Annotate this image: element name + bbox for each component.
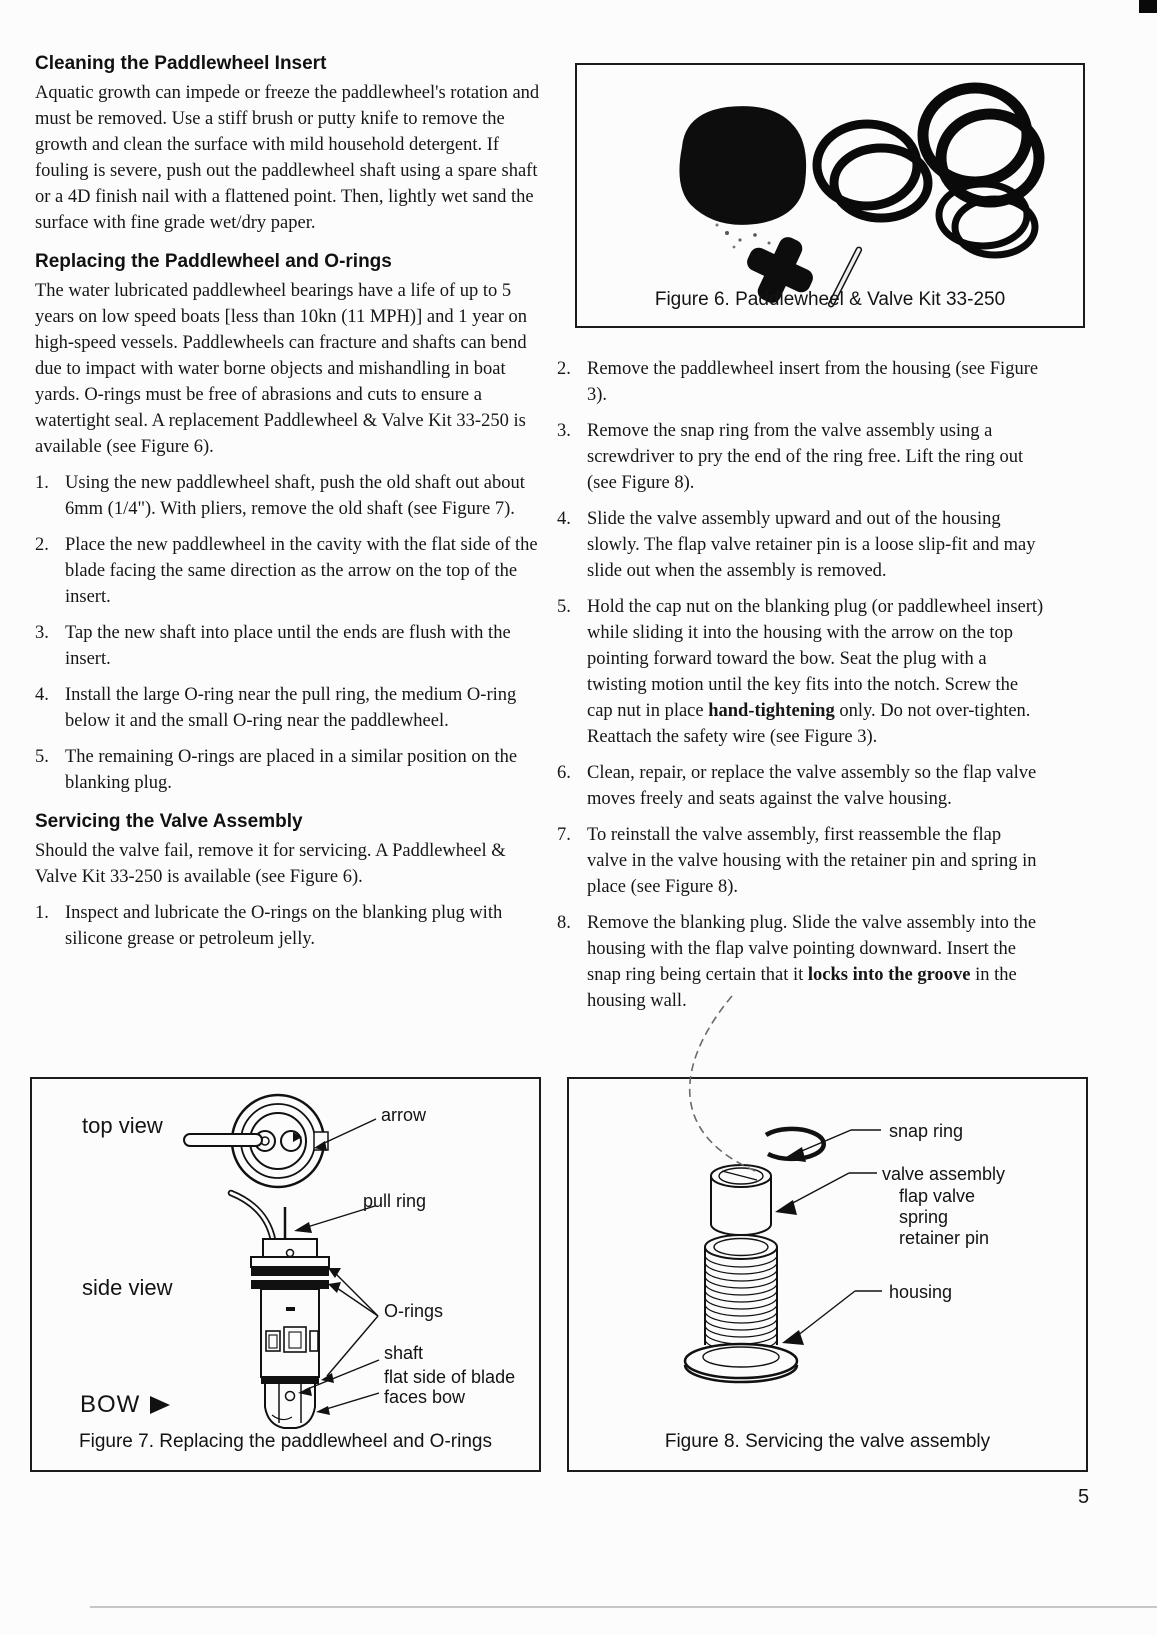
list-item-number: 6. [557, 763, 571, 783]
valve-steps-list [557, 356, 1045, 1014]
section-body-cleaning: Aquatic growth can impede or freeze the paddlewheel's rotation and must be removed. Use a stiff brush or putty knife to remove the growth and clean the surface with mild household detergent. If fouling is severe, push out the paddlewheel shaft using a spare shaft or a 4D finish nail with a flattened point. Then, lightly wet sand the surface with fine grade wet/dry paper. [35, 83, 540, 233]
figure7-label-arrow: arrow [381, 1105, 427, 1125]
list-item [557, 760, 1045, 812]
servicing-steps-list [35, 900, 541, 952]
list-item-text: Using the new paddlewheel shaft, push the old shaft out about 6mm (1/4"). With pliers, remove the old shaft (see Figure 7). [65, 473, 525, 519]
bow-arrow-icon [150, 1396, 170, 1414]
figure7-label-shaft: shaft [384, 1343, 424, 1363]
figure8-label-housing: housing [889, 1282, 953, 1302]
figure8-label-snap-ring: snap ring [889, 1121, 964, 1141]
list-item-number: 2. [557, 359, 571, 379]
figure7-label-o-rings: O-rings [384, 1301, 444, 1321]
list-item-text: Place the new paddlewheel in the cavity with the flat side of the blade facing the same direction as the arrow on the top of the insert. [65, 535, 538, 607]
figure6-caption: Figure 6. Paddlewheel & Valve Kit 33-250 [654, 289, 1006, 310]
figure8-label-spring: spring [899, 1207, 949, 1227]
figure7-caption: Figure 7. Replacing the paddlewheel and O-rings [79, 1431, 492, 1452]
section-heading-servicing: Servicing the Valve Assembly [35, 811, 303, 832]
scan-artifact [1139, 0, 1157, 13]
list-item [35, 900, 541, 952]
page-number: 5 [1078, 1486, 1090, 1508]
list-item [557, 506, 1045, 584]
figure7-label-side-view: side view [82, 1275, 173, 1300]
list-item-number: 5. [35, 747, 49, 767]
list-item [557, 594, 1045, 750]
list-item [557, 910, 1045, 1014]
list-item [35, 532, 541, 610]
list-item [557, 356, 1045, 408]
replacing-steps-list [35, 470, 541, 796]
figure7-label-bow: BOW [80, 1391, 141, 1418]
section-heading-cleaning: Cleaning the Paddlewheel Insert [35, 53, 327, 74]
list-item-text: The remaining O-rings are placed in a similar position on the blanking plug. [65, 747, 518, 793]
figure7-label-flat-side-line2: faces bow [384, 1387, 466, 1407]
list-item-number: 7. [557, 825, 571, 845]
list-item-text: Tap the new shaft into place until the ends are flush with the insert. [65, 623, 511, 669]
left-column [35, 52, 541, 962]
figure6-box [575, 63, 1085, 328]
list-item-text: Inspect and lubricate the O-rings on the blanking plug with silicone grease or petroleum jelly. [65, 903, 503, 949]
section-body-servicing: Should the valve fail, remove it for servicing. A Paddlewheel & Valve Kit 33-250 is available (see Figure 6). [35, 841, 506, 887]
figure8-label-valve-assembly: valve assembly [882, 1164, 1006, 1184]
list-item-number: 4. [35, 685, 49, 705]
figure8-caption: Figure 8. Servicing the valve assembly [664, 1431, 991, 1452]
list-item-text: Remove the blanking plug. Slide the valve assembly into the housing with the flap valve pointing downward. Insert the snap ring being certain that it locks into the groove in the housing wall. [587, 913, 1037, 1011]
list-item-number: 5. [557, 597, 571, 617]
list-item-text: Clean, repair, or replace the valve assembly so the flap valve moves freely and seats against the valve housing. [587, 763, 1037, 809]
figure7-label-top-view: top view [82, 1113, 163, 1138]
right-column [557, 352, 1045, 1024]
list-item-number: 8. [557, 913, 571, 933]
bottom-scan-line [90, 1606, 1157, 1608]
list-item-number: 1. [35, 903, 49, 923]
list-item-number: 2. [35, 535, 49, 555]
list-item-text: Install the large O-ring near the pull ring, the medium O-ring below it and the small O-ring near the paddlewheel. [65, 685, 517, 731]
figure7-label-pull-ring: pull ring [363, 1191, 427, 1211]
list-item [35, 744, 541, 796]
list-item [35, 470, 541, 522]
list-item-number: 4. [557, 509, 571, 529]
figure7-label-flat-side-line1: flat side of blade [384, 1367, 516, 1387]
figure6-kit-illustration [577, 65, 1083, 326]
step8-leader-curve [640, 988, 800, 1268]
list-item-text: To reinstall the valve assembly, first reassemble the flap valve in the valve housing with the retainer pin and spring in place (see Figure 8). [587, 825, 1037, 897]
list-item-text: Hold the cap nut on the blanking plug (or paddlewheel insert) while sliding it into the housing with the arrow on the top pointing forward toward the bow. Seat the plug with a twisting motion until the key fits into the notch. Screw the cap nut in place hand-tightening only. Do not over-tighten. Reattach the safety wire (see Figure 3). [587, 597, 1044, 747]
figure7-box [30, 1077, 541, 1472]
section-body-replacing: The water lubricated paddlewheel bearings have a life of up to 5 years on low speed boats [less than 10kn (11 MPH)] and 1 year on high-speed vessels. Paddlewheels can fracture and shafts can bend due to impact with water borne objects and mishandling in boat yards. O-rings must be free of abrasions and cuts to ensure a watertight seal. A replacement Paddlewheel & Valve Kit 33-250 is available (see Figure 6). [35, 281, 528, 457]
section-heading-replacing: Replacing the Paddlewheel and O-rings [35, 251, 392, 272]
list-item-number: 1. [35, 473, 49, 493]
list-item-text: Remove the snap ring from the valve assembly using a screwdriver to pry the end of the ring free. Lift the ring out (see Figure 8). [587, 421, 1024, 493]
list-item [35, 682, 541, 734]
list-item [35, 620, 541, 672]
list-item [557, 418, 1045, 496]
list-item [557, 822, 1045, 900]
list-item-number: 3. [35, 623, 49, 643]
list-item-number: 3. [557, 421, 571, 441]
figure8-label-retainer-pin: retainer pin [899, 1228, 990, 1248]
list-item-text: Remove the paddlewheel insert from the housing (see Figure 3). [587, 359, 1039, 405]
figure7-bow-indicator [80, 1391, 170, 1419]
figure8-label-flap-valve: flap valve [899, 1186, 976, 1206]
list-item-text: Slide the valve assembly upward and out of the housing slowly. The flap valve retainer pin is a loose slip-fit and may slide out when the assembly is removed. [587, 509, 1036, 581]
